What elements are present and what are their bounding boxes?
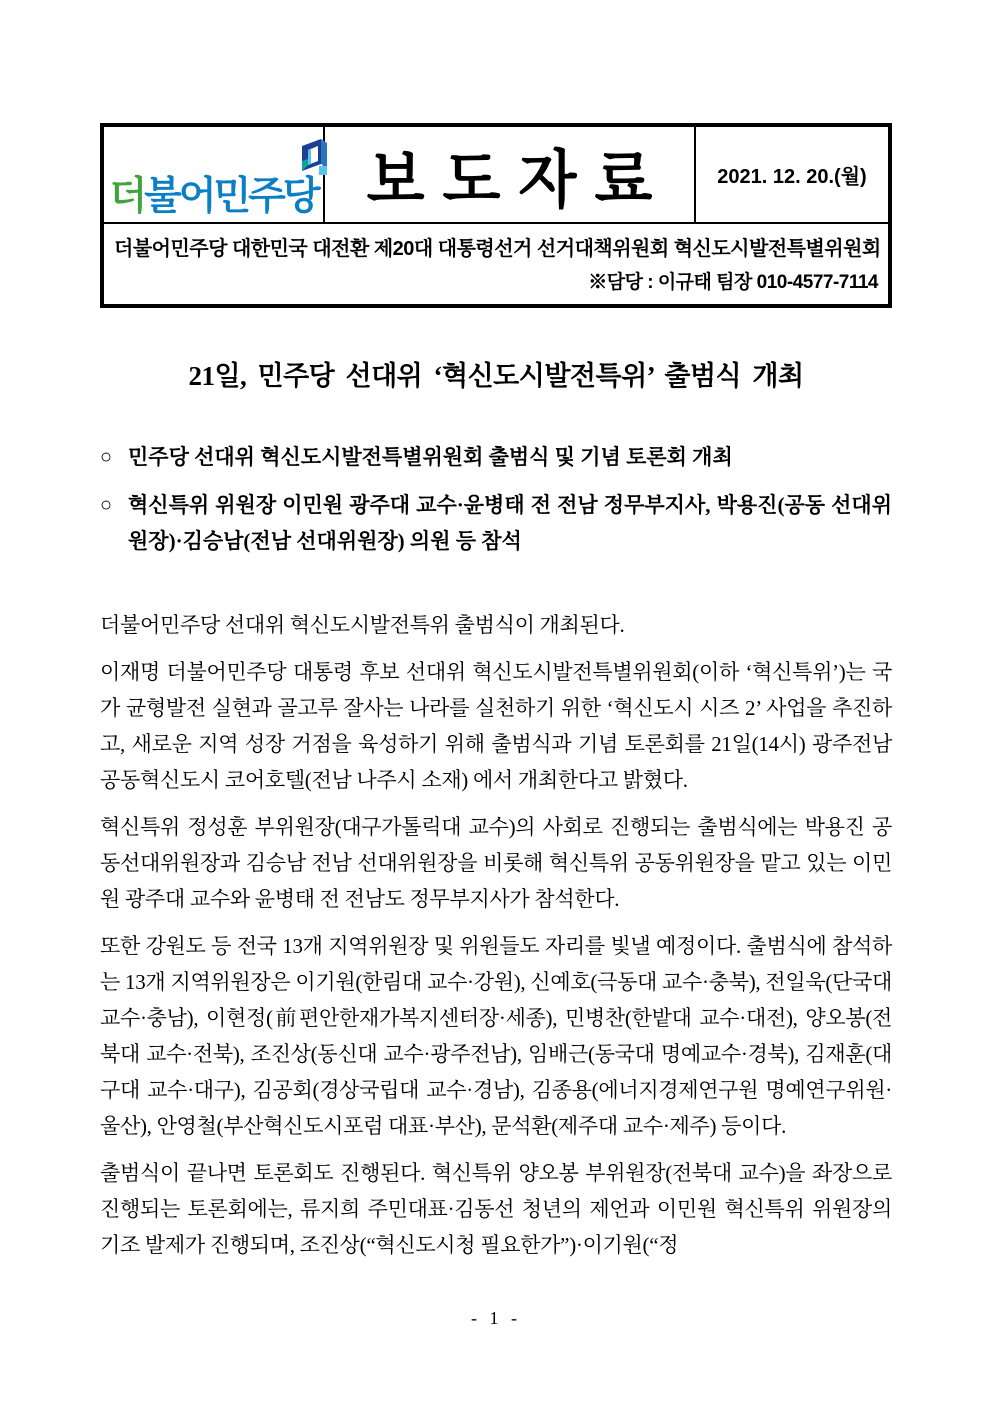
page-title: 21일, 민주당 선대위 ‘혁신도시발전특위’ 출범식 개최: [188, 361, 804, 391]
party-logo: [109, 177, 317, 216]
bullet-text: 민주당 선대위 혁신도시발전특별위원회 출범식 및 기념 토론회 개최: [128, 445, 733, 469]
release-date: 2021. 12. 20.(월): [717, 166, 867, 188]
contact-line: ※담당 : 이규태 팀장 010-4577-7114: [588, 272, 878, 293]
body-paragraph: 또한 강원도 등 전국 13개 지역위원장 및 위원들도 자리를 빛낼 예정이다. 출범식에 참석하는 13개 지역위원장은 이기원(한림대 교수·강원), 신예호(극동대 교수·충북), 전일욱(단국대 교수·충남), 이현정(前편안한재가복지센터장·세종), 민병찬(한밭대 교수·대전), 양오봉(전북대 교수·전북), 조진상(동신대 교수·광주전남), 임배근(동국대 명예교수·경북), 김재훈(대구대 교수·대구), 김공회(경상국립대 교수·경남), 김종용(에너지경제연구원 명예연구위원·울산), 안영철(부산혁신도시포럼 대표·부산), 문석환(제주대 교수·제주) 등이다.: [100, 934, 892, 1138]
body-paragraph: 출범식이 끝나면 토론회도 진행된다. 혁신특위 양오봉 부위원장(전북대 교수)을 좌장으로 진행되는 토론회에는, 류지희 주민대표·김동선 청년의 제언과 이민원 혁신특위 위원장의 기조 발제가 진행되며, 조진상(“혁신도시청 필요한가”)·이기원(“정: [100, 1161, 892, 1257]
header-bottom-row: [104, 224, 888, 304]
body-paragraph: 이재명 더불어민주당 대통령 후보 선대위 혁신도시발전특별위원회(이하 ‘혁신특위’)는 국가 균형발전 실현과 골고루 잘사는 나라를 실천하기 위한 ‘혁신도시 시즈 2’ 사업을 추진하고, 새로운 지역 성장 거점을 육성하기 위해 출범식과 기념 토론회를 21일(14시) 광주전남 공동혁신도시 코어호텔(전남 나주시 소재) 에서 개최한다고 밝혔다.: [100, 660, 892, 792]
bullet-marker-icon: ○: [100, 494, 113, 516]
bullet-list: [100, 439, 892, 559]
bullet-marker-icon: ○: [100, 446, 113, 468]
bullet-item: [100, 487, 892, 559]
party-logo-cell: [104, 127, 325, 222]
party-flag-icon: [298, 137, 330, 177]
body-paragraph: 더불어민주당 선대위 혁신도시발전특위 출범식이 개최된다.: [100, 613, 625, 637]
logo-text-rest: 불어민주당: [144, 175, 318, 218]
header-top-row: [104, 127, 888, 224]
page-number: - 1 -: [471, 1308, 521, 1328]
header-box: [100, 123, 892, 308]
bullet-item: [100, 439, 892, 475]
body-text: [100, 607, 892, 1263]
bullet-text: 혁신특위 위원장 이민원 광주대 교수·윤병태 전 전남 정무부지사, 박용진(공동 선대위원장)·김승남(전남 선대위원장) 의원 등 참석: [128, 493, 892, 553]
date-cell: [696, 127, 888, 222]
committee-line: 더불어민주당 대한민국 대전환 제20대 대통령선거 선거대책위원회 혁신도시발전특별위원회: [114, 238, 881, 260]
doc-type-title: 보도자료: [366, 144, 671, 215]
body-paragraph: 혁신특위 정성훈 부위원장(대구가톨릭대 교수)의 사회로 진행되는 출범식에는 박용진 공동선대위원장과 김승남 전남 선대위원장을 비롯해 혁신특위 공동위원장을 맡고 있는 이민원 광주대 교수와 윤병태 전 전남도 정무부지사가 참석한다.: [100, 815, 892, 911]
doc-type-cell: [325, 127, 696, 222]
logo-text-first-char: 더: [109, 175, 145, 218]
